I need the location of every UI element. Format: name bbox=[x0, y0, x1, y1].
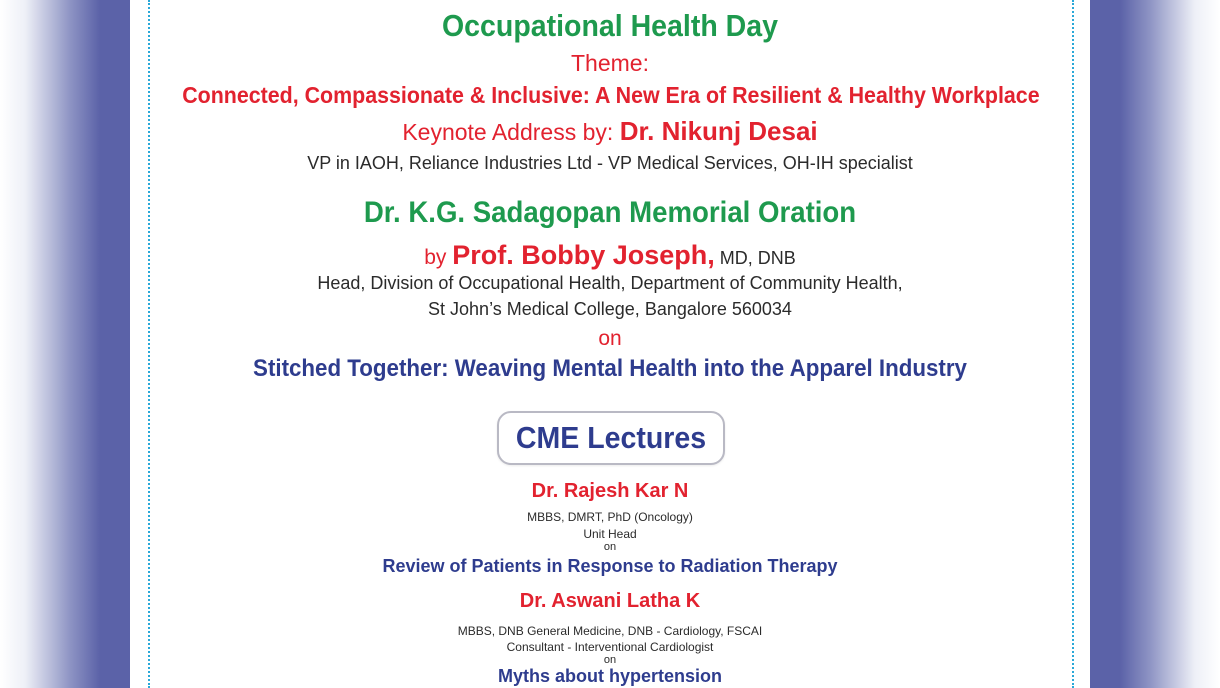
keynote-line bbox=[150, 116, 1070, 147]
oration-speaker-quals: MD, DNB bbox=[714, 248, 796, 268]
oration-by-prefix: by bbox=[424, 246, 453, 269]
left-border-band bbox=[0, 0, 150, 688]
right-dotted-border bbox=[1072, 0, 1074, 688]
oration-topic: Stitched Together: Weaving Mental Health into the Apparel Industry bbox=[253, 355, 967, 382]
cme-lectures-heading: CME Lectures bbox=[515, 420, 707, 455]
lecture-1-role: Unit Head bbox=[583, 527, 637, 541]
event-title: Occupational Health Day bbox=[441, 8, 779, 43]
lecture-2-role: Consultant - Interventional Cardiologist bbox=[506, 640, 714, 654]
theme-label: Theme: bbox=[571, 50, 649, 76]
lecture-2-speaker: Dr. Aswani Latha K bbox=[519, 590, 701, 612]
lecture-2-on-label: on bbox=[603, 654, 617, 666]
lecture-1-topic: Review of Patients in Response to Radiation Therapy bbox=[382, 556, 838, 576]
lecture-2-topic: Myths about hypertension bbox=[497, 666, 722, 686]
lecture-1-qualifications: MBBS, DMRT, PhD (Oncology) bbox=[527, 510, 693, 524]
oration-on-label: on bbox=[598, 327, 622, 350]
oration-affiliation-line-1: Head, Division of Occupational Health, Department of Community Health, bbox=[317, 273, 903, 293]
oration-speaker-line bbox=[150, 240, 1070, 271]
flyer-content bbox=[150, 0, 1070, 688]
cme-lectures-badge bbox=[497, 411, 725, 465]
keynote-speaker-name: Dr. Nikunj Desai bbox=[619, 116, 818, 146]
oration-speaker-name: Prof. Bobby Joseph, bbox=[452, 240, 715, 270]
keynote-prefix: Keynote Address by: bbox=[402, 119, 620, 145]
keynote-description: VP in IAOH, Reliance Industries Ltd - VP Medical Services, OH-IH specialist bbox=[307, 153, 913, 173]
theme-text: Connected, Compassionate & Inclusive: A New Era of Resilient & Healthy Workplace bbox=[182, 82, 1040, 108]
lecture-1-on-label: on bbox=[603, 541, 617, 553]
lecture-1-speaker: Dr. Rajesh Kar N bbox=[531, 480, 689, 502]
oration-title: Dr. K.G. Sadagopan Memorial Oration bbox=[363, 196, 857, 229]
oration-affiliation-line-2: St John’s Medical College, Bangalore 560034 bbox=[428, 299, 792, 319]
right-border-band bbox=[1070, 0, 1220, 688]
lecture-2-qualifications: MBBS, DNB General Medicine, DNB - Cardiology, FSCAI bbox=[457, 624, 763, 638]
